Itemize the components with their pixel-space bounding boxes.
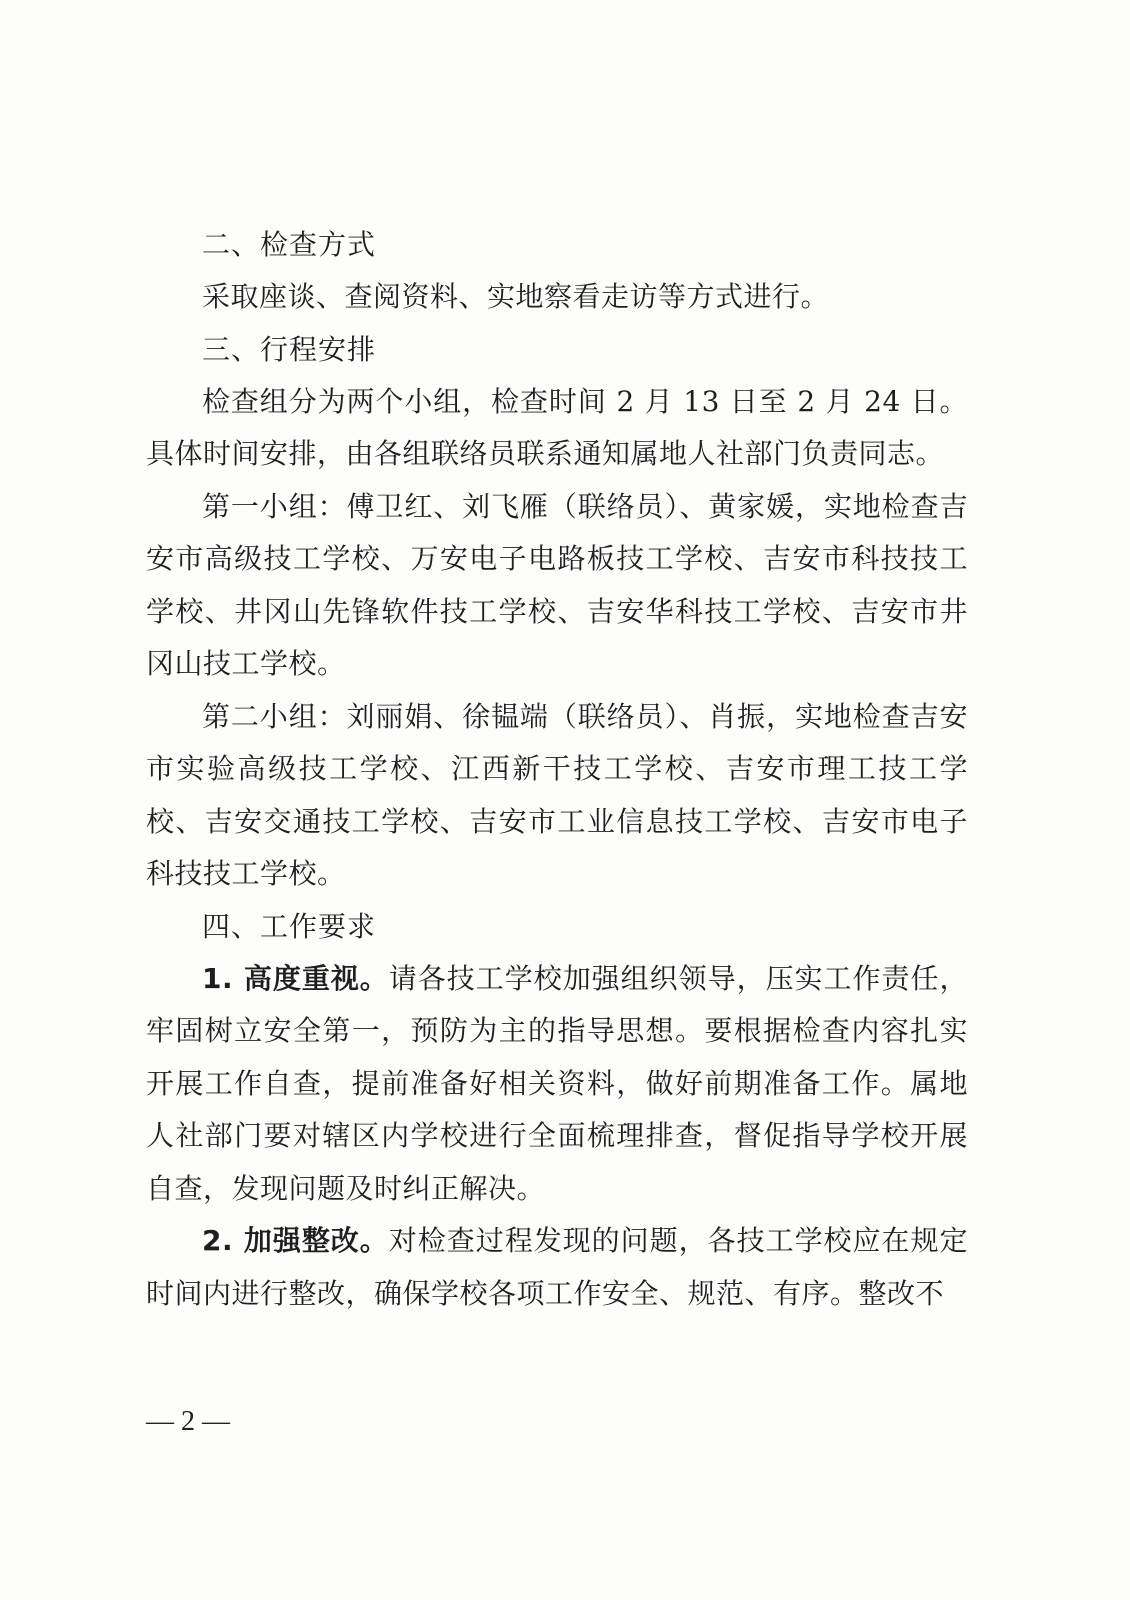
paragraph-requirement-2 [146,1215,968,1320]
requirement-2-text: 对检查过程发现的问题，各技工学校应在规定时间内进行整改，确保学校各项工作安全、规范、有序。整改不 [146,1224,968,1310]
document-body [146,219,968,1320]
section-heading-inspection-method: 二、检查方式 [202,228,377,261]
requirement-1-title: 1. 高度重视。 [202,961,389,995]
paragraph-group-one: 第一小组：傅卫红、刘飞雁（联络员）、黄家媛，实地检查吉安市高级技工学校、万安电子电路板技工学校、吉安市科技技工学校、井冈山先锋软件技工学校、吉安华科技工学校、吉安市井冈山技工学校。 [146,489,968,680]
paragraph-schedule-intro: 检查组分为两个小组，检查时间 2 月 13 日至 2 月 24 日。具体时间安排，由各组联络员联系通知属地人社部门负责同志。 [146,384,968,470]
page-number: — 2 — [146,1406,230,1437]
requirement-2-title: 2. 加强整改。 [202,1224,389,1257]
paragraph-group-two: 第二小组：刘丽娟、徐韫端（联络员）、肖振，实地检查吉安市实验高级技工学校、江西新干技工学校、吉安市理工技工学校、吉安交通技工学校、吉安市工业信息技工学校、吉安市电子科技技工学校。 [146,699,968,890]
paragraph-inspection-method: 采取座谈、查阅资料、实地察看走访等方式进行。 [202,280,830,313]
section-heading-requirements: 四、工作要求 [202,909,377,943]
section-heading-schedule: 三、行程安排 [202,332,377,366]
requirement-1-text: 请各技工学校加强组织领导，压实工作责任，牢固树立安全第一，预防为主的指导思想。要根据检查内容扎实开展工作自查，提前准备好相关资料，做好前期准备工作。属地人社部门要对辖区内学校进行全面梳理排查，督促指导学校开展自查，发现问题及时纠正解决。 [146,961,968,1205]
paragraph-requirement-1 [146,953,968,1216]
